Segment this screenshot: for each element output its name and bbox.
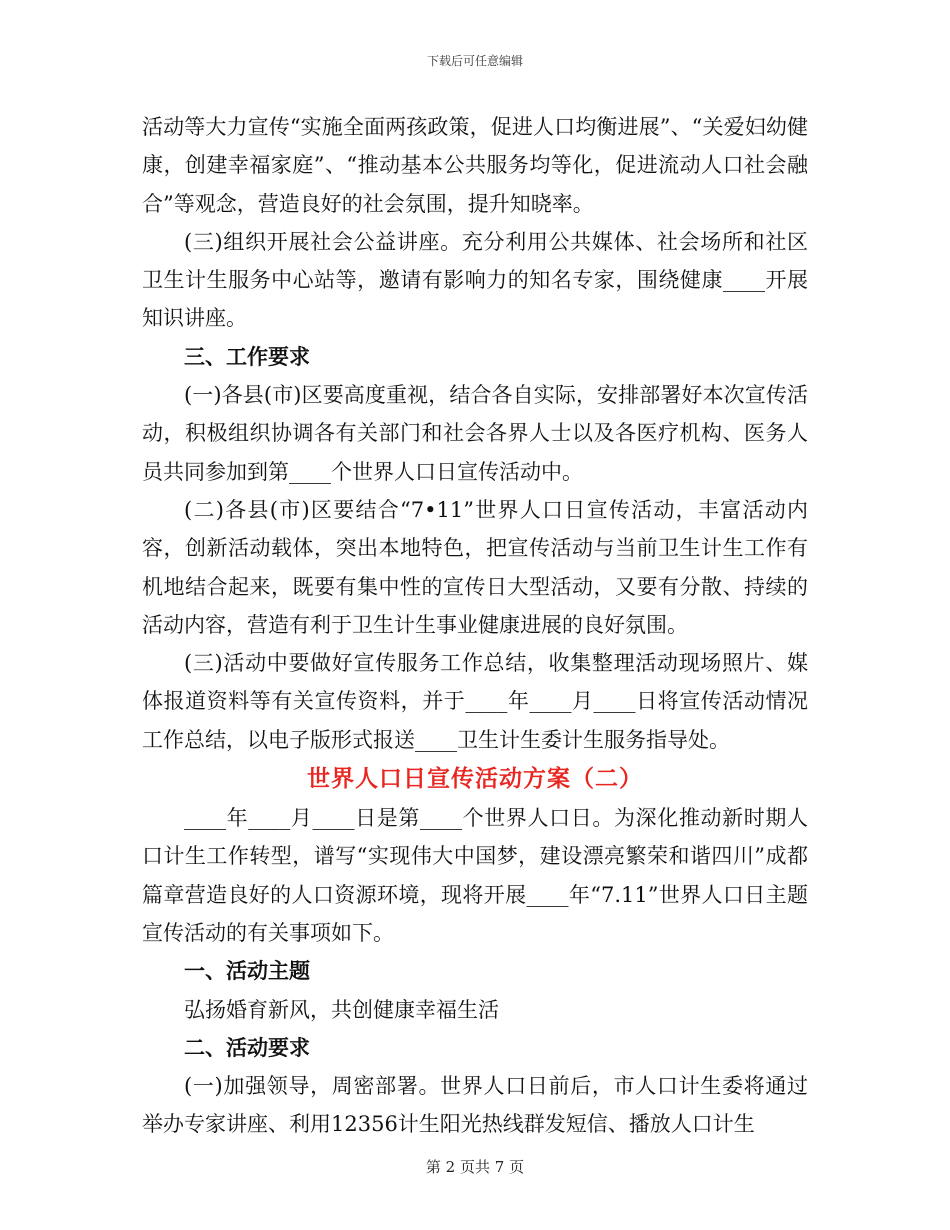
paragraph-requirement-3: (三)活动中要做好宣传服务工作总结，收集整理活动现场照片、媒体报道资料等有关宣传资料，并于____年____月____日将宣传活动情况工作总结，以电子版形式报送____卫生计生委计生服务指导处。 xyxy=(142,651,808,752)
document-title: 世界人口日宣传活动方案（二） xyxy=(307,765,643,793)
section-heading-work-requirements: 三、工作要求 xyxy=(184,343,310,369)
paragraph-theme: 弘扬婚育新风，共创健康幸福生活 xyxy=(184,997,499,1022)
paragraph-requirement-1: (一)各县(市)区要高度重视，结合各自实际，安排部署好本次宣传活动，积极组织协调各有关部门和社会各界人士以及各医疗机构、医务人员共同参加到第____个世界人口日宣传活动中。 xyxy=(142,383,808,484)
document-body xyxy=(142,108,808,1144)
section-heading-theme: 一、活动主题 xyxy=(184,958,310,984)
paragraph-intro: ____年____月____日是第____个世界人口日。为深化推动新时期人口计生工作转型，谱写“实现伟大中国梦，建设漂亮繁荣和谐四川”成都篇章营造良好的人口资源环境，现将开展____年“7.11”世界人口日主题宣传活动的有关事项如下。 xyxy=(142,806,808,945)
paragraph-public-lectures: (三)组织开展社会公益讲座。充分利用公共媒体、社会场所和社区卫生计生服务中心站等，邀请有影响力的知名专家，围绕健康____开展知识讲座。 xyxy=(142,229,808,331)
paragraph-leadership: (一)加强领导，周密部署。世界人口日前后，市人口计生委将通过举办专家讲座、利用12356计生阳光热线群发短信、播放人口计生 xyxy=(142,1074,808,1137)
paragraph-requirement-2: (二)各县(市)区要结合“7•11”世界人口日宣传活动，丰富活动内容，创新活动载体，突出本地特色，把宣传活动与当前卫生计生工作有机地结合起来，既要有集中性的宣传日大型活动，又要有分散、持续的活动内容，营造有利于卫生计生事业健康进展的良好氛围。 xyxy=(142,497,808,637)
page-header: 下载后可任意编辑 xyxy=(426,54,523,68)
paragraph-continuation: 活动等大力宣传“实施全面两孩政策，促进人口均衡进展”、“关爱妇幼健康，创建幸福家庭”、“推动基本公共服务均等化，促进流动人口社会融合”等观念，营造良好的社会氛围，提升知晓率。 xyxy=(142,115,808,216)
section-heading-activity-requirements: 二、活动要求 xyxy=(184,1034,310,1060)
page-footer: 第 2 页共 7 页 xyxy=(425,1158,525,1176)
